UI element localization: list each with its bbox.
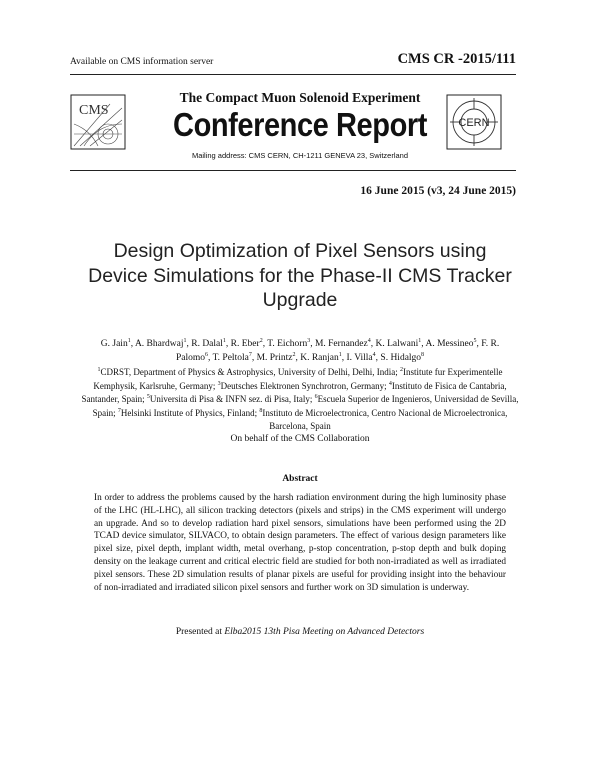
author-name: K. Lalwani <box>375 339 419 349</box>
affiliation <box>118 408 257 418</box>
author <box>380 353 424 363</box>
author-name: K. Ranjan <box>300 352 339 363</box>
author-name: S. Hidalgo <box>380 352 422 363</box>
author <box>231 339 263 349</box>
affiliation-text: Deutsches Elektronen Synchrotron, Germany; <box>220 380 387 391</box>
author-name: A. Messineo <box>425 339 474 349</box>
author <box>257 353 296 363</box>
collaboration-note: On behalf of the CMS Collaboration <box>230 434 370 444</box>
affiliation-list <box>80 366 520 434</box>
affiliation-number: 6 <box>314 394 318 400</box>
author-affiliation-mark: 5 <box>473 337 477 344</box>
author <box>191 339 226 349</box>
author-affiliation-mark: 2 <box>292 351 296 358</box>
presented-prefix: Presented at <box>175 627 222 637</box>
affiliation-text: CDRST, Department of Physics & Astrophysics, University of Delhi, Delhi, India; <box>100 367 398 377</box>
author-name: I. Villa <box>346 352 373 363</box>
cern-logo-text: CERN <box>458 117 490 129</box>
author-affiliation-mark: 3 <box>307 337 311 344</box>
cms-logo-text: CMS <box>79 103 109 118</box>
author-name: T. Peltola <box>212 352 249 363</box>
affiliation-text: Escuela Superior de Ingenieros, Universidad de Sevilla, Spain; <box>92 394 519 418</box>
report-id: CMS CR -2015/111 <box>397 51 516 67</box>
affiliation-text: Institute fur Experimentelle Kemphysik, Karlsruhe, Germany; <box>93 367 503 391</box>
author-name: R. Eber <box>230 339 260 349</box>
experiment-name: The Compact Muon Solenoid Experiment <box>179 90 421 105</box>
author-affiliation-mark: 2 <box>259 337 263 344</box>
affiliation-text: Instituto de Microelectronica, Centro Nacional de Microelectronica, Barcelona, Spain <box>262 407 508 431</box>
affiliation-number: 8 <box>259 407 263 414</box>
mailing-address: Mailing address: CMS CERN, CH-1211 GENEVA 23, Switzerland <box>191 151 409 160</box>
author-affiliation-mark: 1 <box>418 337 422 344</box>
author <box>425 339 476 349</box>
title-line: Device Simulations for the Phase-II CMS Tracker <box>88 264 512 287</box>
affiliation-text: Helsinki Institute of Physics, Finland; <box>120 407 258 418</box>
author-affiliation-mark: 8 <box>421 351 425 358</box>
author-name: A. Bhardwaj <box>134 339 184 349</box>
author-name: M. Fernandez <box>314 339 368 349</box>
title-line: Upgrade <box>262 289 338 311</box>
affiliation <box>218 381 387 391</box>
availability-note: Available on CMS information server <box>70 57 214 67</box>
affiliation <box>147 394 312 404</box>
report-date: 16 June 2015 (v3, 24 June 2015) <box>360 185 516 197</box>
affiliation-number: 7 <box>117 407 121 414</box>
author-affiliation-mark: 6 <box>204 351 208 358</box>
author <box>300 353 342 363</box>
abstract-text: In order to address the problems caused by the harsh radiation environment during the high luminosity phase of the LHC (HL-LHC), all silicon tracking detectors (pixels and strips) in the CMS experiment will undergo an upgrade. And so to develop radiation hard pixel sensors, simulations have been performed using the 2D TCAD device simulator, SILVACO, to obtain design parameters. The effect of various design parameters like pixel size, pixel depth, implant width, metal overhang, p-stop concentration, p-stop depth and bulk doping density on the leakage current and critical electric field are studied for both non-irradiated as well as irradiated pixel sensors. These 2D simulation results of planar pixels are useful for providing insight into the behaviour of non-irradiated and irradiated silicon pixel sensors and further work on 3D simulation is underway. <box>94 493 506 593</box>
author <box>375 339 421 349</box>
abstract-heading: Abstract <box>282 474 318 484</box>
author-affiliation-mark: 1 <box>127 337 131 344</box>
affiliation <box>97 367 397 377</box>
affiliation-number: 2 <box>400 367 404 373</box>
paper-title <box>60 239 540 313</box>
affiliation-number: 3 <box>217 380 221 387</box>
affiliation-number: 1 <box>97 367 101 373</box>
header-top-rule <box>70 74 516 75</box>
author-name: F. R. Palomo <box>175 339 500 363</box>
report-type: Conference Report <box>173 106 427 143</box>
affiliation <box>259 408 507 432</box>
affiliation-number: 5 <box>146 394 150 400</box>
author-affiliation-mark: 1 <box>183 337 187 344</box>
author-list: G. Jain$^1$, A. Bhardwaj$^1$, R. Dalal$^1$, R. Eber$^2$, T. Eichorn$^3$, M. Fernandez$^4$, K. Lalwani$^1$, A. Messineo$^5$, F. R. Palomo$^6$, T. Peltola$^7$, M. Printz$^2$, K. Ranjan$^1$, I. Villa$^4$, S. Hidalgo$^8$ <box>100 337 500 363</box>
author-name: G. Jain <box>100 339 128 349</box>
author-affiliation-mark: 4 <box>367 337 371 344</box>
presented-at <box>0 627 600 637</box>
author-affiliation-mark: 4 <box>372 351 376 358</box>
author <box>101 339 131 349</box>
author <box>315 339 371 349</box>
header-bottom-rule <box>70 170 516 171</box>
author <box>135 339 187 349</box>
presented-venue: Elba2015 13th Pisa Meeting on Advanced Detectors <box>224 627 425 637</box>
author-name: R. Dalal <box>191 339 223 349</box>
author-name: M. Printz <box>256 352 293 363</box>
author <box>346 353 375 363</box>
author <box>213 353 252 363</box>
affiliation-text: Instituto de Fisica de Cantabria, Santander, Spain; <box>81 380 507 404</box>
author-name: T. Eichorn <box>267 339 308 349</box>
author-affiliation-mark: 1 <box>222 337 226 344</box>
title-line: Design Optimization of Pixel Sensors using <box>113 240 487 262</box>
author <box>267 339 310 349</box>
affiliation-text: Universita di Pisa & INFN sez. di Pisa, Italy; <box>149 394 313 404</box>
author-affiliation-mark: 7 <box>248 351 252 358</box>
affiliation-number: 4 <box>388 380 392 387</box>
author-affiliation-mark: 1 <box>338 351 342 358</box>
